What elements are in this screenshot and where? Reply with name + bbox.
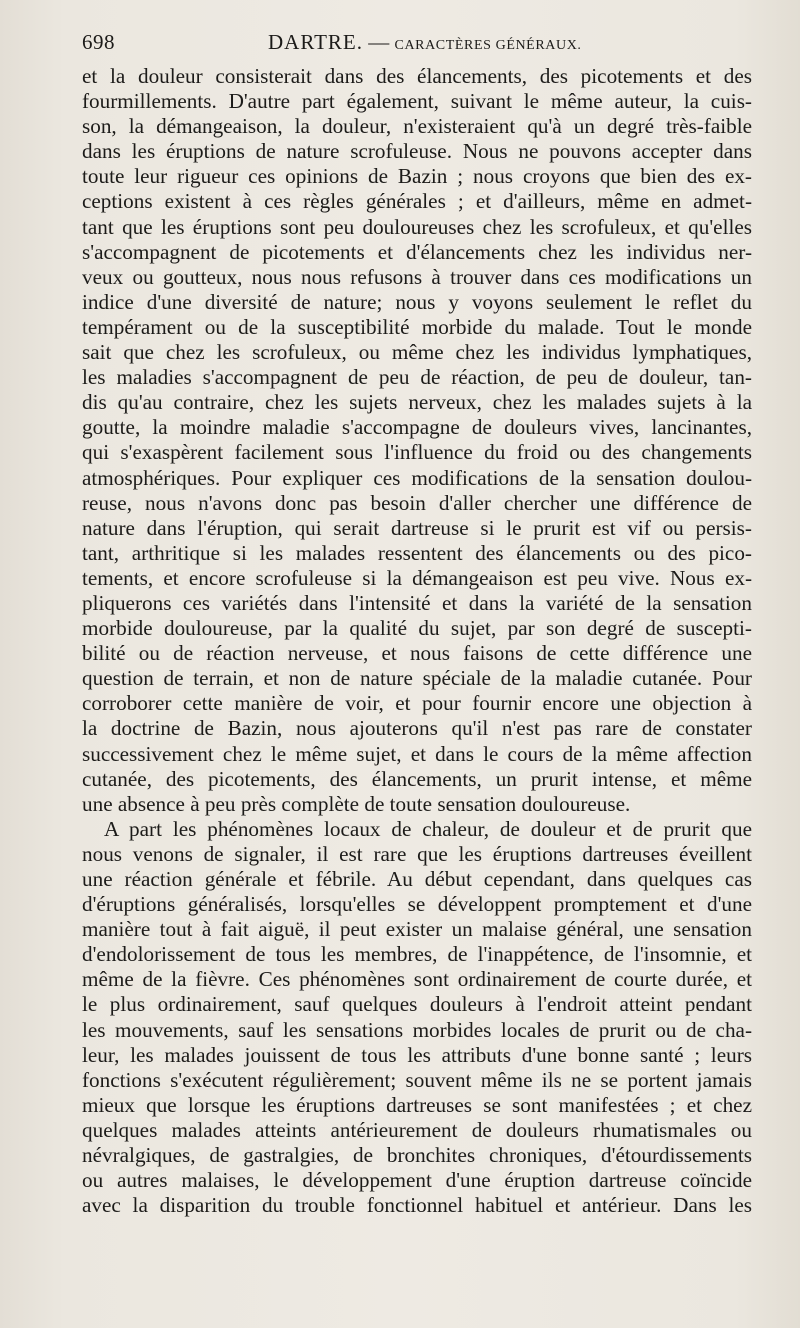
text-line: tements, et encore scrofuleuse si la démangeaison est peu vive. Nous ex- [82, 565, 752, 590]
text-line: même de la fièvre. Ces phénomènes sont ordinairement de courte durée, et [82, 967, 752, 992]
text-line: goutte, la moindre maladie s'accompagne de douleurs vives, lancinantes, [82, 415, 752, 440]
text-line: bilité ou de réaction nerveuse, et nous faisons de cette différence une [82, 641, 752, 666]
text-line: tant que les éruptions sont peu douloureuses chez les scrofuleux, et qu'elles [82, 214, 752, 239]
page-header [82, 30, 752, 60]
text-line: fonctions s'exécutent régulièrement; souvent même ils ne se portent jamais [82, 1067, 752, 1092]
page-number: 698 [82, 30, 115, 54]
text-line: leur, les malades jouissent de tous les attributs d'une bonne santé ; leurs [82, 1042, 752, 1067]
text-line: d'éruptions généralisés, lorsqu'elles se développent promptement et d'une [82, 892, 752, 917]
text-line: nature dans l'éruption, qui serait dartreuse si le prurit est vif ou persis- [82, 515, 752, 540]
text-line: s'accompagnent de picotements et d'élancements chez les individus ner- [82, 239, 752, 264]
text-line: reuse, nous n'avons donc pas besoin d'aller chercher une différence de [82, 490, 752, 515]
text-line: manière tout à fait aiguë, il peut exister un malaise général, une sensation [82, 917, 752, 942]
text-line: toute leur rigueur ces opinions de Bazin ; nous croyons que bien des ex- [82, 164, 752, 189]
text-line: atmosphériques. Pour expliquer ces modifications de la sensation doulou- [82, 465, 752, 490]
text-line: corroborer cette manière de voir, et pour fournir encore une objection à [82, 691, 752, 716]
text-line: fourmillements. D'autre part également, suivant le même auteur, la cuis- [82, 89, 752, 114]
text-line: d'endolorissement de tous les membres, de l'inappétence, de l'insomnie, et [82, 942, 752, 967]
text-line: le plus ordinairement, sauf quelques douleurs à l'endroit atteint pendant [82, 992, 752, 1017]
text-line: dis qu'au contraire, chez les sujets nerveux, chez les malades sujets à la [82, 390, 752, 415]
text-line: tempérament ou de la susceptibilité morbide du malade. Tout le monde [82, 314, 752, 339]
text-line: pliquerons ces variétés dans l'intensité et dans la variété de la sensation [82, 590, 752, 615]
text-line: la doctrine de Bazin, nous ajouterons qu'il n'est pas rare de constater [82, 716, 752, 741]
running-head-dash: — [368, 30, 390, 54]
text-line: névralgiques, de gastralgies, de bronchites chroniques, d'étourdissements [82, 1143, 752, 1168]
text-line: qui s'exaspèrent facilement sous l'influence du froid ou des changements [82, 440, 752, 465]
body-text [82, 64, 752, 1218]
text-line: avec la disparition du trouble fonctionnel habituel et antérieur. Dans les [82, 1193, 752, 1218]
text-line: morbide douloureuse, par la qualité du sujet, par son degré de suscepti- [82, 616, 752, 641]
text-line: indice d'une diversité de nature; nous y voyons seulement le reflet du [82, 289, 752, 314]
text-line: mieux que lorsque les éruptions dartreuses se sont manifestées ; et chez [82, 1092, 752, 1117]
text-line: tant, arthritique si les malades ressentent des élancements ou des pico- [82, 540, 752, 565]
text-line: et la douleur consisterait dans des élancements, des picotements et des [82, 64, 752, 88]
paragraph-first-line: A part les phénomènes locaux de chaleur, de douleur et de prurit que [104, 816, 752, 841]
paragraph-last-line: une absence à peu près complète de toute sensation douloureuse. [82, 791, 631, 816]
text-line: quelques malades atteints antérieurement de douleurs rhumatismales ou [82, 1117, 752, 1142]
text-line: sait que chez les scrofuleux, ou même chez les individus lymphatiques, [82, 340, 752, 365]
running-head-subtitle: CARACTÈRES GÉNÉRAUX. [394, 38, 582, 53]
text-line: dans les éruptions de nature scrofuleuse. Nous ne pouvons accepter dans [82, 139, 752, 164]
text-line: les mouvements, sauf les sensations morbides locales de prurit ou de cha- [82, 1017, 752, 1042]
text-line: veux ou goutteux, nous nous refusons à trouver dans ces modifications un [82, 264, 752, 289]
text-line: une réaction générale et fébrile. Au début cependant, dans quelques cas [82, 867, 752, 891]
text-line: les maladies s'accompagnent de peu de réaction, de peu de douleur, tan- [82, 365, 752, 390]
text-line: question de terrain, et non de nature spéciale de la maladie cutanée. Pour [82, 666, 752, 691]
text-line: ceptions existent à ces règles générales ; et d'ailleurs, même en admet- [82, 189, 752, 214]
text-line: ou autres malaises, le développement d'une éruption dartreuse coïncide [82, 1168, 752, 1193]
text-line: cutanée, des picotements, des élancements, un prurit intense, et même [82, 766, 752, 791]
running-head [268, 30, 582, 55]
running-head-title: DARTRE. [268, 30, 363, 54]
text-line: successivement chez le même sujet, et dans le cours de la même affection [82, 741, 752, 766]
text-line: son, la démangeaison, la douleur, n'existeraient qu'à un degré très-faible [82, 114, 752, 139]
text-line: nous venons de signaler, il est rare que les éruptions dartreuses éveillent [82, 841, 752, 866]
